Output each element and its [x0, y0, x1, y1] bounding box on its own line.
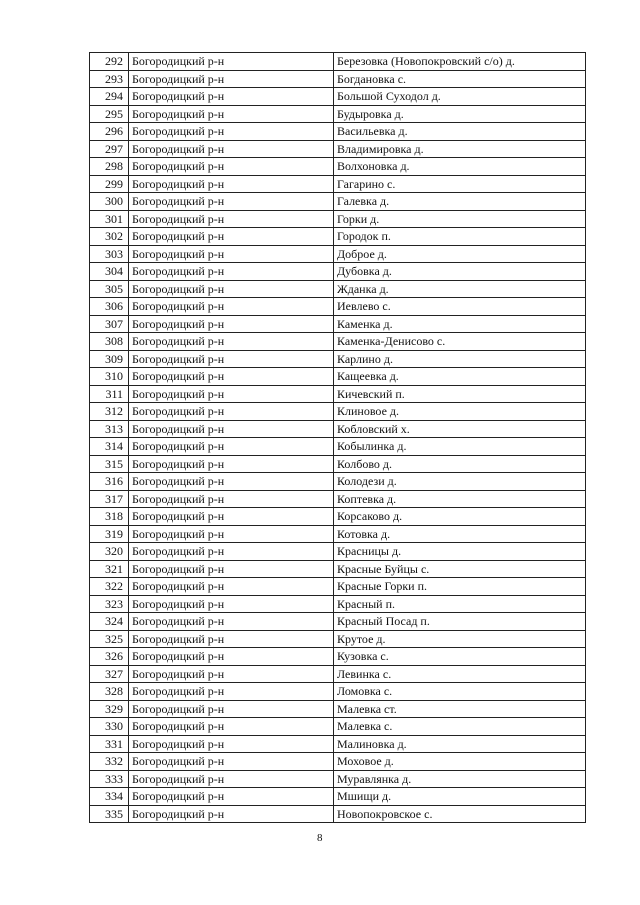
row-number: 325: [90, 630, 129, 648]
district-cell: Богородицкий р-н: [129, 263, 334, 281]
table-row: [90, 298, 586, 316]
district-cell: Богородицкий р-н: [129, 595, 334, 613]
table-row: [90, 245, 586, 263]
district-cell: Богородицкий р-н: [129, 665, 334, 683]
locality-cell: Галевка д.: [334, 193, 586, 211]
district-cell: Богородицкий р-н: [129, 210, 334, 228]
locality-cell: Карлино д.: [334, 350, 586, 368]
table-row: [90, 105, 586, 123]
row-number: 298: [90, 158, 129, 176]
row-number: 292: [90, 53, 129, 71]
locality-cell: Городок п.: [334, 228, 586, 246]
localities-table: [89, 52, 586, 823]
district-cell: Богородицкий р-н: [129, 753, 334, 771]
locality-cell: Мшищи д.: [334, 788, 586, 806]
row-number: 317: [90, 490, 129, 508]
district-cell: Богородицкий р-н: [129, 683, 334, 701]
locality-cell: Дубовка д.: [334, 263, 586, 281]
table-row: [90, 700, 586, 718]
locality-cell: Малевка ст.: [334, 700, 586, 718]
district-cell: Богородицкий р-н: [129, 718, 334, 736]
row-number: 328: [90, 683, 129, 701]
row-number: 330: [90, 718, 129, 736]
locality-cell: Жданка д.: [334, 280, 586, 298]
row-number: 300: [90, 193, 129, 211]
row-number: 302: [90, 228, 129, 246]
locality-cell: Гагарино с.: [334, 175, 586, 193]
locality-cell: Малевка с.: [334, 718, 586, 736]
locality-cell: Будыровка д.: [334, 105, 586, 123]
locality-cell: Горки д.: [334, 210, 586, 228]
district-cell: Богородицкий р-н: [129, 123, 334, 141]
district-cell: Богородицкий р-н: [129, 245, 334, 263]
locality-cell: Муравлянка д.: [334, 770, 586, 788]
district-cell: Богородицкий р-н: [129, 805, 334, 823]
table-row: [90, 770, 586, 788]
district-cell: Богородицкий р-н: [129, 333, 334, 351]
table-row: [90, 403, 586, 421]
row-number: 335: [90, 805, 129, 823]
district-cell: Богородицкий р-н: [129, 193, 334, 211]
locality-cell: Котовка д.: [334, 525, 586, 543]
district-cell: Богородицкий р-н: [129, 158, 334, 176]
row-number: 321: [90, 560, 129, 578]
row-number: 309: [90, 350, 129, 368]
table-row: [90, 333, 586, 351]
row-number: 319: [90, 525, 129, 543]
district-cell: Богородицкий р-н: [129, 455, 334, 473]
row-number: 327: [90, 665, 129, 683]
locality-cell: Волхоновка д.: [334, 158, 586, 176]
district-cell: Богородицкий р-н: [129, 88, 334, 106]
district-cell: Богородицкий р-н: [129, 700, 334, 718]
row-number: 294: [90, 88, 129, 106]
locality-cell: Доброе д.: [334, 245, 586, 263]
row-number: 314: [90, 438, 129, 456]
district-cell: Богородицкий р-н: [129, 735, 334, 753]
table-row: [90, 525, 586, 543]
row-number: 320: [90, 543, 129, 561]
table-row: [90, 595, 586, 613]
row-number: 308: [90, 333, 129, 351]
locality-cell: Крутое д.: [334, 630, 586, 648]
row-number: 296: [90, 123, 129, 141]
district-cell: Богородицкий р-н: [129, 473, 334, 491]
district-cell: Богородицкий р-н: [129, 525, 334, 543]
row-number: 313: [90, 420, 129, 438]
locality-cell: Клиновое д.: [334, 403, 586, 421]
locality-cell: Красные Буйцы с.: [334, 560, 586, 578]
locality-cell: Малиновка д.: [334, 735, 586, 753]
district-cell: Богородицкий р-н: [129, 490, 334, 508]
row-number: 316: [90, 473, 129, 491]
locality-cell: Красный Посад п.: [334, 613, 586, 631]
district-cell: Богородицкий р-н: [129, 648, 334, 666]
table-row: [90, 718, 586, 736]
locality-cell: Березовка (Новопокровский с/о) д.: [334, 53, 586, 71]
row-number: 324: [90, 613, 129, 631]
row-number: 295: [90, 105, 129, 123]
row-number: 322: [90, 578, 129, 596]
locality-cell: Владимировка д.: [334, 140, 586, 158]
district-cell: Богородицкий р-н: [129, 788, 334, 806]
table-row: [90, 53, 586, 71]
locality-cell: Коптевка д.: [334, 490, 586, 508]
table-row: [90, 280, 586, 298]
table-row: [90, 805, 586, 823]
table-row: [90, 753, 586, 771]
locality-cell: Кащеевка д.: [334, 368, 586, 386]
table-row: [90, 613, 586, 631]
locality-cell: Богдановка с.: [334, 70, 586, 88]
locality-cell: Каменка д.: [334, 315, 586, 333]
row-number: 301: [90, 210, 129, 228]
table-row: [90, 263, 586, 281]
table-row: [90, 315, 586, 333]
table-row: [90, 175, 586, 193]
table-row: [90, 385, 586, 403]
table-row: [90, 473, 586, 491]
locality-cell: Иевлево с.: [334, 298, 586, 316]
row-number: 305: [90, 280, 129, 298]
locality-cell: Кичевский п.: [334, 385, 586, 403]
page-number: 8: [317, 832, 323, 844]
locality-cell: Красный п.: [334, 595, 586, 613]
table-row: [90, 788, 586, 806]
district-cell: Богородицкий р-н: [129, 420, 334, 438]
district-cell: Богородицкий р-н: [129, 368, 334, 386]
row-number: 329: [90, 700, 129, 718]
locality-cell: Большой Суходол д.: [334, 88, 586, 106]
row-number: 304: [90, 263, 129, 281]
district-cell: Богородицкий р-н: [129, 403, 334, 421]
table-row: [90, 158, 586, 176]
district-cell: Богородицкий р-н: [129, 543, 334, 561]
row-number: 318: [90, 508, 129, 526]
table-row: [90, 70, 586, 88]
locality-cell: Каменка-Денисово с.: [334, 333, 586, 351]
table-row: [90, 665, 586, 683]
district-cell: Богородицкий р-н: [129, 438, 334, 456]
row-number: 333: [90, 770, 129, 788]
district-cell: Богородицкий р-н: [129, 508, 334, 526]
district-cell: Богородицкий р-н: [129, 105, 334, 123]
table-row: [90, 228, 586, 246]
table-row: [90, 683, 586, 701]
district-cell: Богородицкий р-н: [129, 53, 334, 71]
locality-cell: Красные Горки п.: [334, 578, 586, 596]
locality-cell: Васильевка д.: [334, 123, 586, 141]
locality-cell: Новопокровское с.: [334, 805, 586, 823]
district-cell: Богородицкий р-н: [129, 350, 334, 368]
locality-cell: Кузовка с.: [334, 648, 586, 666]
row-number: 310: [90, 368, 129, 386]
table-row: [90, 420, 586, 438]
district-cell: Богородицкий р-н: [129, 175, 334, 193]
locality-cell: Моховое д.: [334, 753, 586, 771]
district-cell: Богородицкий р-н: [129, 315, 334, 333]
row-number: 303: [90, 245, 129, 263]
locality-cell: Левинка с.: [334, 665, 586, 683]
district-cell: Богородицкий р-н: [129, 578, 334, 596]
district-cell: Богородицкий р-н: [129, 228, 334, 246]
locality-cell: Красницы д.: [334, 543, 586, 561]
row-number: 311: [90, 385, 129, 403]
table-row: [90, 88, 586, 106]
district-cell: Богородицкий р-н: [129, 280, 334, 298]
table-row: [90, 193, 586, 211]
district-cell: Богородицкий р-н: [129, 613, 334, 631]
row-number: 297: [90, 140, 129, 158]
table-row: [90, 438, 586, 456]
row-number: 326: [90, 648, 129, 666]
row-number: 323: [90, 595, 129, 613]
table-row: [90, 350, 586, 368]
locality-cell: Ломовка с.: [334, 683, 586, 701]
table-row: [90, 368, 586, 386]
table-row: [90, 560, 586, 578]
row-number: 299: [90, 175, 129, 193]
district-cell: Богородицкий р-н: [129, 560, 334, 578]
district-cell: Богородицкий р-н: [129, 630, 334, 648]
locality-cell: Кобылинка д.: [334, 438, 586, 456]
district-cell: Богородицкий р-н: [129, 770, 334, 788]
row-number: 306: [90, 298, 129, 316]
table-row: [90, 735, 586, 753]
table-row: [90, 455, 586, 473]
table-row: [90, 210, 586, 228]
row-number: 315: [90, 455, 129, 473]
row-number: 307: [90, 315, 129, 333]
locality-cell: Колодези д.: [334, 473, 586, 491]
row-number: 293: [90, 70, 129, 88]
district-cell: Богородицкий р-н: [129, 70, 334, 88]
table-row: [90, 630, 586, 648]
locality-cell: Кобловский х.: [334, 420, 586, 438]
table-body: [90, 53, 586, 823]
table-row: [90, 508, 586, 526]
table-row: [90, 578, 586, 596]
district-cell: Богородицкий р-н: [129, 298, 334, 316]
table-row: [90, 648, 586, 666]
locality-cell: Колбово д.: [334, 455, 586, 473]
table-row: [90, 490, 586, 508]
row-number: 332: [90, 753, 129, 771]
row-number: 331: [90, 735, 129, 753]
table-row: [90, 140, 586, 158]
table-row: [90, 123, 586, 141]
district-cell: Богородицкий р-н: [129, 385, 334, 403]
locality-cell: Корсаково д.: [334, 508, 586, 526]
row-number: 334: [90, 788, 129, 806]
row-number: 312: [90, 403, 129, 421]
district-cell: Богородицкий р-н: [129, 140, 334, 158]
table-row: [90, 543, 586, 561]
